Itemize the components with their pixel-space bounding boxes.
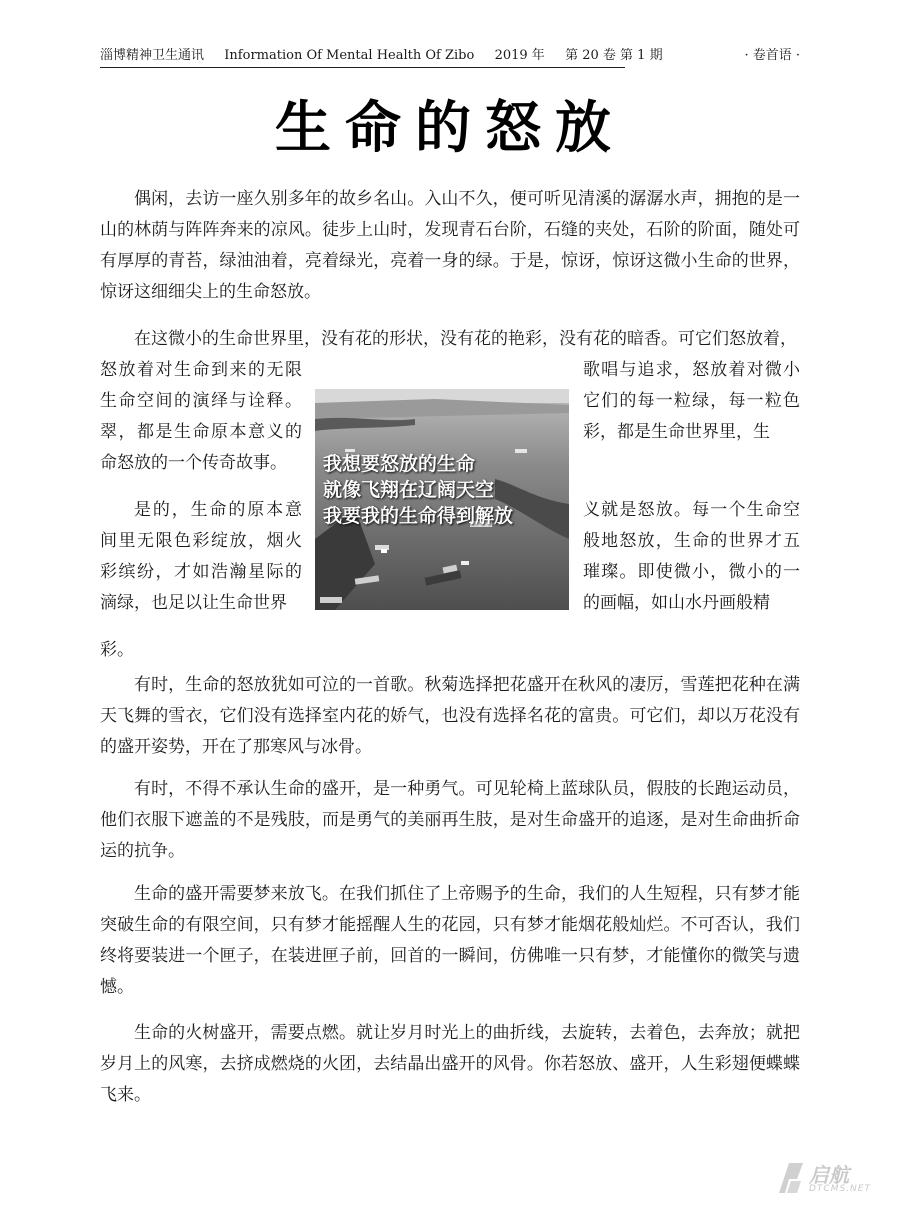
watermark-brand: 启航 xyxy=(809,1163,849,1187)
photo-caption-line-3: 我要我的生命得到解放 xyxy=(323,505,514,527)
journal-year: 2019 年 xyxy=(494,48,545,63)
section-label: · 卷首语 · xyxy=(744,48,800,63)
site-watermark xyxy=(775,1159,870,1199)
paragraph-3-end: 彩。 xyxy=(100,640,134,660)
paragraph-2-left-column: 怒放着对生命到来的无限生命空间的演绎与诠释。翠，都是生命原本意义的命怒放的一个传奇故事。 xyxy=(100,360,302,473)
journal-name: 淄博精神卫生通讯 xyxy=(100,48,205,63)
journal-name-en: Information Of Mental Health Of Zibo xyxy=(224,48,475,63)
paragraph-2-lead: 在这微小的生命世界里，没有花的形状，没有花的艳彩，没有花的暗香。可它们怒放着， xyxy=(134,329,797,349)
photo-caption-line-1: 我想要怒放的生命 xyxy=(323,453,476,475)
paragraph-6: 生命的盛开需要梦来放飞。在我们抓住了上帝赐予的生命，我们的人生短程，只有梦才能突破生命的有限空间，只有梦才能摇醒人生的花园，只有梦才能烟花般灿烂。不可否认，我们终将要装进一个匣子，在装进匣子前，回首的一瞬间，仿佛唯一只有梦，才能懂你的微笑与遗憾。 xyxy=(100,884,800,997)
watermark-site: DTCMS.NET xyxy=(809,1184,871,1194)
photo-caption-line-2: 就像飞翔在辽阔天空 xyxy=(323,479,495,501)
harbor-photo xyxy=(315,389,569,610)
paragraph-3-left-column: 是的，生命的原本意间里无限色彩绽放，烟火彩缤纷，才如浩瀚星际的滴绿，也足以让生命世界 xyxy=(100,500,302,613)
paragraph-5: 有时，不得不承认生命的盛开，是一种勇气。可见轮椅上蓝球队员，假肢的长跑运动员，他们衣服下遮盖的不是残肢，而是勇气的美丽再生肢，是对生命盛开的追逐，是对生命曲折命运的抗争。 xyxy=(100,779,800,861)
paragraph-2-right-column: 歌唱与追求，怒放着对微小它们的每一粒绿，每一粒色彩，都是生命世界里，生 xyxy=(583,360,800,442)
paragraph-4: 有时，生命的怒放犹如可泣的一首歌。秋菊选择把花盛开在秋风的凄厉，雪莲把花种在满天飞舞的雪衣，它们没有选择室内花的娇气，也没有选择名花的富贵。可它们，却以万花没有的盛开姿势，开在了那寒风与冰骨。 xyxy=(100,675,800,757)
paragraph-3-right-column: 义就是怒放。每一个生命空般地怒放，生命的世界才五璀璨。即使微小，微小的一的画幅，如山水丹画般精 xyxy=(583,500,800,613)
watermark-logo-icon xyxy=(775,1159,807,1197)
paragraph-7: 生命的火树盛开，需要点燃。就让岁月时光上的曲折线，去旋转，去着色，去奔放；就把岁月上的风寒，去挤成燃烧的火团，去结晶出盛开的风骨。你若怒放、盛开，人生彩翅便蝶蝶飞来。 xyxy=(100,1023,800,1105)
paragraph-1: 偶闲，去访一座久别多年的故乡名山。入山不久，便可听见清溪的潺潺水声，拥抱的是一山的林荫与阵阵奔来的凉风。徒步上山时，发现青石台阶，石缝的夹处，石阶的阶面，随处可有厚厚的青苔，绿油油着，亮着绿光，亮着一身的绿。于是，惊讶，惊讶这微小生命的世界，惊讶这细细尖上的生命怒放。 xyxy=(100,189,800,302)
photo-caption xyxy=(323,451,569,529)
journal-issue: 第 20 卷 第 1 期 xyxy=(565,48,663,63)
article-title: 生命的怒放 xyxy=(275,96,625,161)
page-header xyxy=(100,40,800,66)
header-journal-info xyxy=(100,44,663,68)
